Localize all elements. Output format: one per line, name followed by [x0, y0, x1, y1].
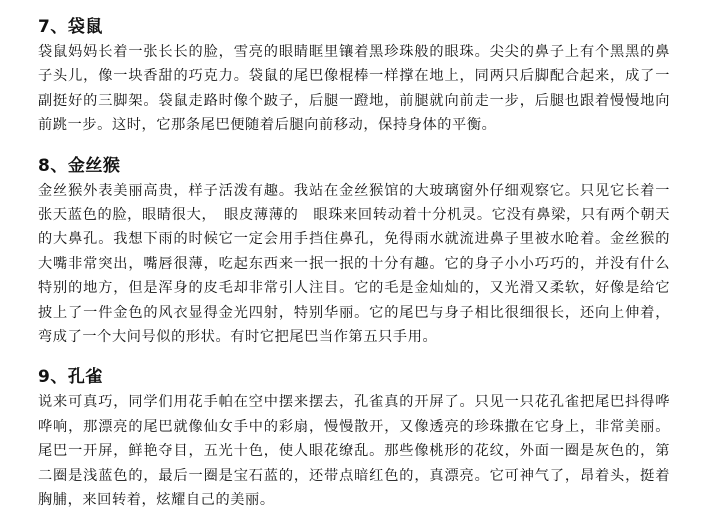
section-paragraph: 金丝猴外表美丽高贵，样子活泼有趣。我站在金丝猴馆的大玻璃窗外仔细观察它。只见它长着一张天蓝色的脸，眼睛很大， 眼皮薄薄的 眼珠来回转动着十分机灵。它没有鼻梁，只有两个朝天的大鼻孔。我想下雨的时候它一定会用手挡住鼻孔，免得雨水就流进鼻子里被水呛着。金丝猴的大嘴非常突出，嘴唇很薄，吃起东西来一抿一抿的十分有趣。它的身子小小巧巧的，并没有什么特别的地方，但是浑身的皮毛却非常引人注目。它的毛是金灿灿的，又光滑又柔软，好像是给它披上了一件金色的风衣显得金光四射，特别华丽。它的尾巴与身子相比很细很长，还向上伸着，弯成了一个大问号似的形状。有时它把尾巴当作第五只手用。	[38, 182, 670, 346]
section-kangaroo	[38, 14, 670, 138]
section-peacock	[38, 364, 670, 512]
section-golden-monkey	[38, 153, 670, 350]
section-heading: 9、孔雀	[38, 367, 103, 388]
section-paragraph: 袋鼠妈妈长着一张长长的脸，雪亮的眼睛眶里镶着黑珍珠般的眼珠。尖尖的鼻子上有个黑黑的鼻子头儿，像一块香甜的巧克力。袋鼠的尾巴像棍棒一样撑在地上，同两只后脚配合起来，成了一副挺好的三脚架。袋鼠走路时像个跛子，后腿一蹬地，前腿就向前走一步，后腿也跟着慢慢地向前跳一步。这时，它那条尾巴便随着后腿向前移动，保持身体的平衡。	[38, 44, 670, 134]
document-body	[38, 14, 670, 513]
section-paragraph: 说来可真巧，同学们用花手帕在空中摆来摆去，孔雀真的开屏了。只见一只花孔雀把尾巴抖得哗哗响，那漂亮的尾巴就像仙女手中的彩扇，慢慢散开，又像透亮的珍珠撒在它身上，非常美丽。尾巴一开屏，鲜艳夺目，五光十色，使人眼花缭乱。那些像桃形的花纹，外面一圈是灰色的，第二圈是浅蓝色的，最后一圈是宝石蓝的，还带点暗红色的，真漂亮。它可神气了，昂着头，挺着胸脯，来回转着，炫耀自己的美丽。	[38, 394, 670, 509]
section-heading: 7、袋鼠	[38, 17, 103, 37]
section-heading: 8、金丝猴	[38, 155, 121, 176]
